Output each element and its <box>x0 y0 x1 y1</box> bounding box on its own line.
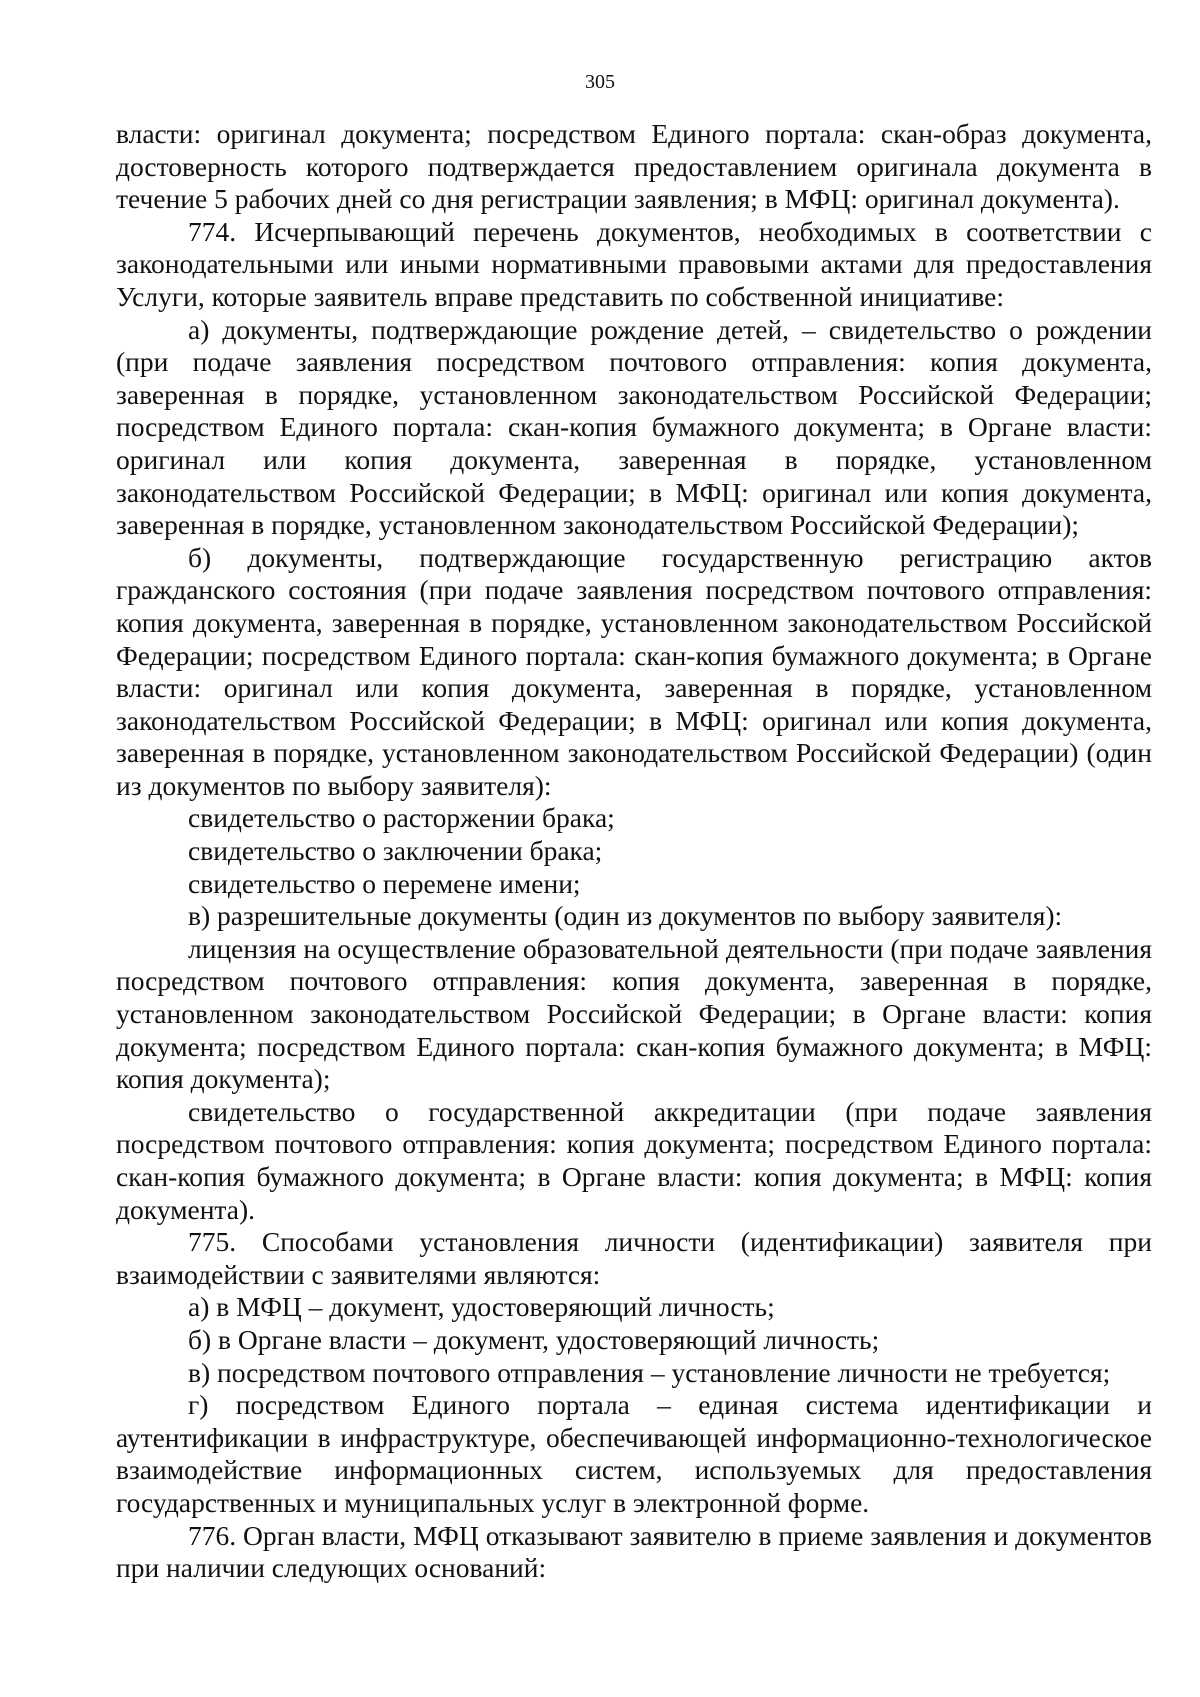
paragraph-774-b: б) документы, подтверждающие государственную регистрацию актов гражданского состояния (при подаче заявления посредством почтового отправления: копия документа, заверенная в порядке, установленном законодательством Российской Федерации; посредством Единого портала: скан-копия бумажного документа; в Органе власти: оригинал или копия документа, заверенная в порядке, установленном законодательством Российской Федерации; в МФЦ: оригинал или копия документа, заверенная в порядке, установленном законодательством Российской Федерации) (один из документов по выбору заявителя): <box>116 541 1152 801</box>
paragraph-continuation: власти: оригинал документа; посредством Единого портала: скан-образ документа, достоверность которого подтверждается предоставлением оригинала документа в течение 5 рабочих дней со дня регистрации заявления; в МФЦ: оригинал документа). <box>116 118 1152 215</box>
list-item-divorce-certificate: свидетельство о расторжении брака; <box>188 802 615 834</box>
paragraph-775-a: а) в МФЦ – документ, удостоверяющий личность; <box>188 1291 775 1323</box>
paragraph-775-b: б) в Органе власти – документ, удостоверяющий личность; <box>188 1323 880 1355</box>
list-item-name-change-certificate: свидетельство о перемене имени; <box>188 867 581 899</box>
paragraph-776: 776. Орган власти, МФЦ отказывают заявителю в приеме заявления и документов при наличии следующих оснований: <box>116 1519 1152 1584</box>
list-item-marriage-certificate: свидетельство о заключении брака; <box>188 835 603 867</box>
paragraph-775: 775. Способами установления личности (идентификации) заявителя при взаимодействии с заявителями являются: <box>116 1226 1152 1290</box>
paragraph-775-g: г) посредством Единого портала – единая система идентификации и аутентификации в инфраструктуре, обеспечивающей информационно-технологическое взаимодействие информационных систем, используемых для предоставления государственных и муниципальных услуг в электронной форме. <box>116 1389 1152 1518</box>
paragraph-774-a: а) документы, подтверждающие рождение детей, – свидетельство о рождении (при подаче заявления посредством почтового отправления: копия документа, заверенная в порядке, установленном законодательством Российской Федерации; посредством Единого портала: скан-копия бумажного документа; в Органе власти: оригинал или копия документа, заверенная в порядке, установленном законодательством Российской Федерации; в МФЦ: оригинал или копия документа, заверенная в порядке, установленном законодательством Российской Федерации); <box>116 313 1152 541</box>
paragraph-774-v: в) разрешительные документы (один из документов по выбору заявителя): <box>188 900 1063 932</box>
page-number: 305 <box>585 71 615 93</box>
paragraph-775-v: в) посредством почтового отправления – установление личности не требуется; <box>188 1356 1111 1388</box>
paragraph-774: 774. Исчерпывающий перечень документов, необходимых в соответствии с законодательными или иными нормативными правовыми актами для предоставления Услуги, которые заявитель вправе представить по собственной инициативе: <box>116 215 1152 312</box>
document-body <box>116 118 1152 1585</box>
list-item-accreditation-certificate: свидетельство о государственной аккредитации (при подаче заявления посредством почтового отправления: копия документа; посредством Единого портала: скан-копия бумажного документа; в Органе власти: копия документа; в МФЦ: копия документа). <box>116 1095 1152 1225</box>
list-item-education-license: лицензия на осуществление образовательной деятельности (при подаче заявления посредством почтового отправления: копия документа, заверенная в порядке, установленном законодательством Российской Федерации; в Органе власти: копия документа; посредством Единого портала: скан-копия бумажного документа; в МФЦ: копия документа); <box>116 932 1152 1095</box>
